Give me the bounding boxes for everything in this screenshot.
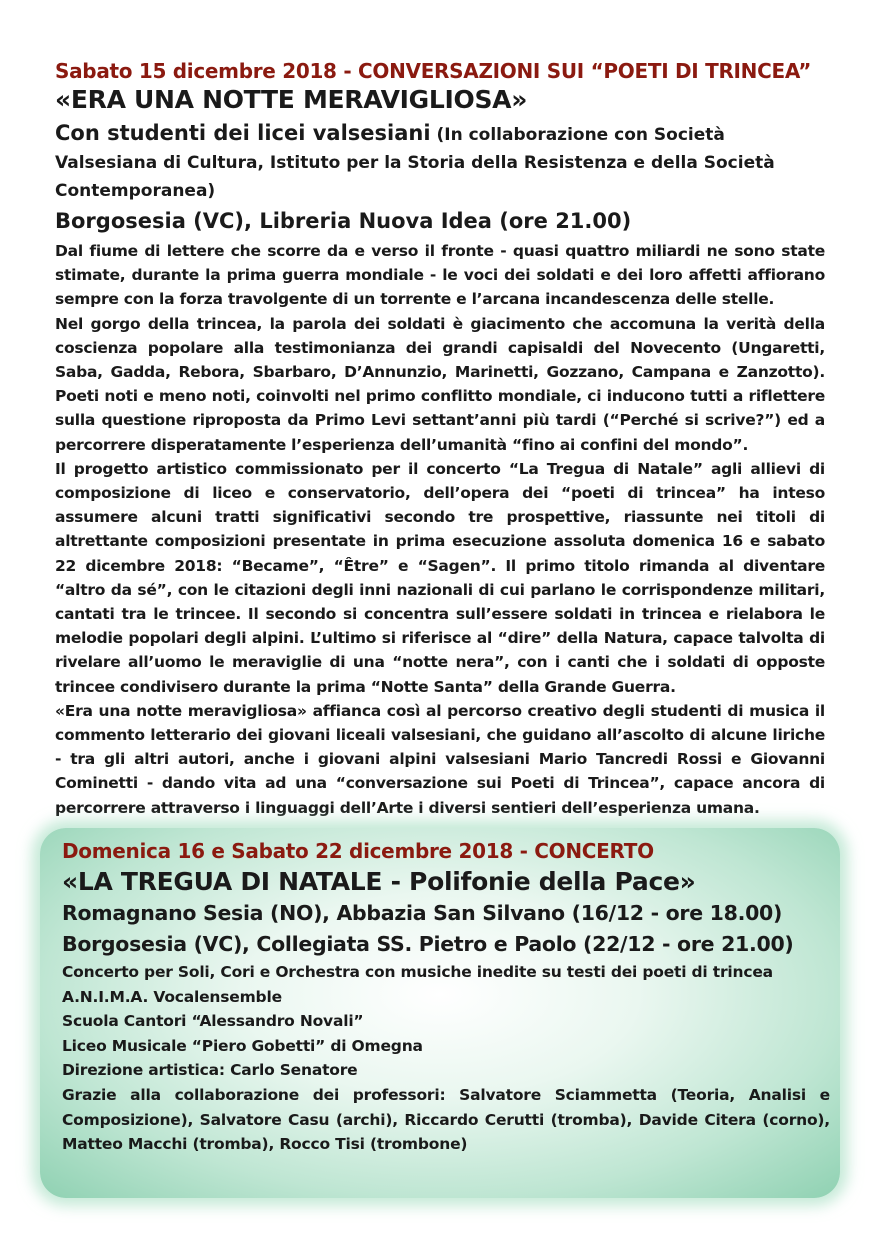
event1-place: Borgosesia (VC), Libreria Nuova Idea (ore 21.00) bbox=[55, 209, 632, 233]
event2-info-line: Scuola Cantori “Alessandro Novali” bbox=[62, 1012, 364, 1031]
event2-thanks: Grazie alla collaborazione dei professori: Salvatore Sciammetta (Teoria, Analisi e Composizione), Salvatore Casu (archi), Riccardo Cerutti (tromba), Davide Citera (corno), Matteo Macchi (tromba), Rocco Tisi (trombone) bbox=[62, 1085, 830, 1154]
event2-venue-romagnano: Romagnano Sesia (NO), Abbazia San Silvano (16/12 - ore 18.00) bbox=[62, 901, 783, 925]
event2-info-line: Liceo Musicale “Piero Gobetti” di Omegna bbox=[62, 1036, 423, 1055]
event1-date-line: Sabato 15 dicembre 2018 - CONVERSAZIONI SUI “POETI DI TRINCEA” bbox=[55, 59, 812, 83]
event1-section bbox=[55, 58, 825, 820]
event1-subtitle-paren: (In collaborazione con Società Valsesiana di Cultura, Istituto per la Storia della Resistenza e della Società Contemporanea) bbox=[55, 125, 775, 201]
event2-section bbox=[62, 838, 830, 1157]
event2-venue-borgosesia: Borgosesia (VC), Collegiata SS. Pietro e Paolo (22/12 - ore 21.00) bbox=[62, 932, 794, 956]
event1-subtitle-lead: Con studenti dei licei valsesiani bbox=[55, 121, 431, 145]
event1-paragraph: Nel gorgo della trincea, la parola dei soldati è giacimento che accomuna la verità della coscienza popolare alla testimonianza dei grandi capisaldi del Novecento (Ungaretti, Saba, Gadda, Rebora, Sbarbaro, D’Annunzio, Marinetti, Gozzano, Campana e Zanzotto). Poeti noti e meno noti, coinvolti nel primo conflitto mondiale, ci inducono tutti a riflettere sulla questione riproposta da Primo Levi settant’anni più tardi (“Perché si scrive?”) ed a percorrere disperatamente l’esperienza dell’umanità “fino ai confini del mondo”. bbox=[55, 314, 825, 454]
event2-info-line: A.N.I.M.A. Vocalensemble bbox=[62, 987, 282, 1006]
event1-subtitle bbox=[55, 120, 825, 205]
event2-info-line: Direzione artistica: Carlo Senatore bbox=[62, 1061, 358, 1080]
event2-title: «LA TREGUA DI NATALE - Polifonie della Pace» bbox=[62, 867, 696, 896]
event1-paragraph: Il progetto artistico commissionato per il concerto “La Tregua di Natale” agli allievi di composizione di liceo e conservatorio, dell’opera dei “poeti di trincea” ha inteso assumere alcuni tratti significativi secondo tre prospettive, riassunte nei titoli di altrettante composizioni presentate in prima esecuzione assoluta domenica 16 e sabato 22 dicembre 2018: “Became”, “Être” e “Sagen”. Il primo titolo rimanda al diventare “altro da sé”, con le citazioni degli inni nazionali di cui parlano le corrispondenze militari, cantati tra le trincee. Il secondo si concentra sull’essere soldati in trincea e rielabora le melodie popolari degli alpini. L’ultimo si riferisce al “dire” della Natura, capace talvolta di rivelare all’uomo le meraviglie di una “notte nera”, con i canti che i soldati di opposte trincee condivisero durante la prima “Notte Santa” della Grande Guerra. bbox=[55, 459, 825, 696]
event1-paragraph: Dal fiume di lettere che scorre da e verso il fronte - quasi quattro miliardi ne sono state stimate, durante la prima guerra mondiale - le voci dei soldati e dei loro affetti affiorano sempre con la forza travolgente di un torrente e l’arcana incandescenza delle stelle. bbox=[55, 242, 825, 309]
event1-title: «ERA UNA NOTTE MERAVIGLIOSA» bbox=[55, 85, 528, 114]
event2-info-line: Concerto per Soli, Cori e Orchestra con musiche inedite su testi dei poeti di trincea bbox=[62, 963, 773, 981]
event1-paragraph: «Era una notte meravigliosa» affianca così al percorso creativo degli studenti di musica il commento letterario dei giovani liceali valsesiani, che guidano all’ascolto di alcune liriche - tra gli altri autori, anche i giovani alpini valsesiani Mario Tancredi Rossi e Giovanni Cominetti - dando vita ad una “conversazione sui Poeti di Trincea”, capace ancora di percorrere attraverso i linguaggi dell’Arte i diversi sentieri dell’esperienza umana. bbox=[55, 701, 825, 817]
event2-date-line: Domenica 16 e Sabato 22 dicembre 2018 - CONCERTO bbox=[62, 839, 654, 863]
